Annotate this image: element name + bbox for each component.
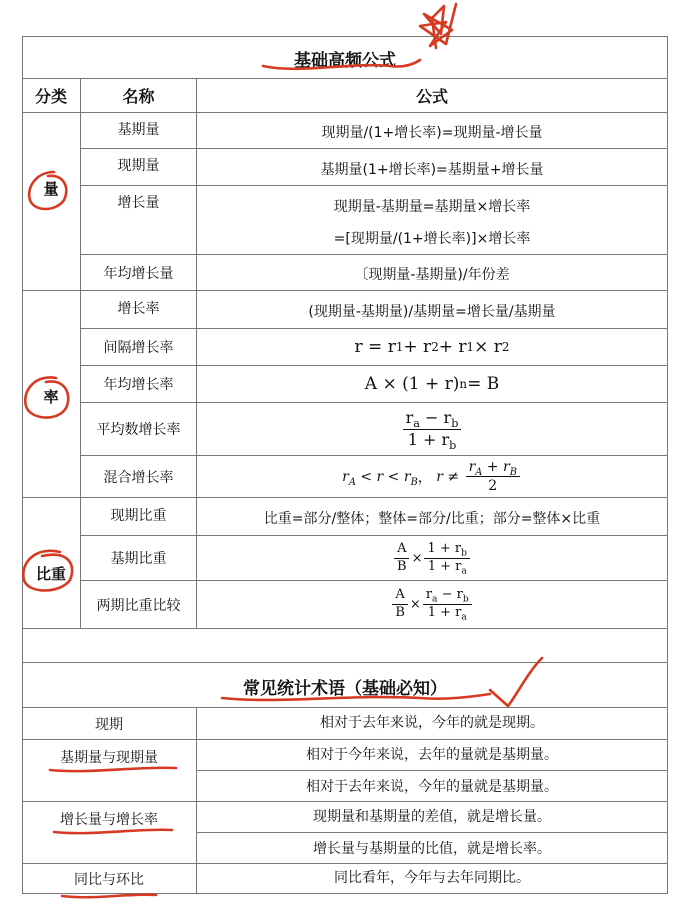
row-name: 年均增长量 xyxy=(103,265,174,282)
formula-proportion-comparison: $\frac{A}{B}$ × $\frac{r_a - r_b}{1 + r_a}$ xyxy=(197,581,667,628)
row-formula: (现期量-基期量)/基期量=增长量/基期量 xyxy=(308,304,556,320)
row-formula: 基期量(1+增长率)=基期量+增长量 xyxy=(320,162,544,178)
term-label: 现期 xyxy=(95,716,123,733)
formula-base-proportion: $\frac{A}{B}$ × $\frac{1 + r_b}{1 + r_a}$ xyxy=(197,536,667,580)
table-border xyxy=(667,36,668,629)
table-border xyxy=(22,662,668,663)
row-name: 基期比重 xyxy=(110,551,167,567)
term-label: 同比与环比 xyxy=(74,871,144,888)
row-formula-continued: =[现期量/(1+增长率)]×增长率 xyxy=(333,231,531,247)
term-definition: 相对于去年来说，今年的就是现期。 xyxy=(320,714,544,731)
category-rate: 率 xyxy=(43,387,59,406)
row-name: 现期比重 xyxy=(110,508,167,524)
table-border xyxy=(22,36,23,629)
row-formula: 现期量/(1+增长率)=现期量-增长量 xyxy=(321,125,543,141)
term-definition: 同比看年，今年与去年同期比。 xyxy=(334,869,530,886)
term-definition: 增长量与基期量的比值，就是增长率。 xyxy=(313,840,551,857)
row-name: 间隔增长率 xyxy=(103,340,174,356)
terms-table-title: 常见统计术语（基础必知） xyxy=(243,678,447,699)
term-definition: 相对于去年来说，今年的量就是基期量。 xyxy=(306,778,558,795)
formula-annual-growth: A × (1 + r) n = B xyxy=(364,374,500,394)
row-formula: 比重=部分/整体；整体=部分/比重；部分=整体×比重 xyxy=(263,511,601,527)
term-label: 基期量与现期量 xyxy=(60,750,158,766)
category-quantity: 量 xyxy=(43,179,59,198)
formula-average-growth: $\frac{r_a - r_b}{1 + r_b}$ xyxy=(197,403,667,455)
header-formula: 公式 xyxy=(415,87,448,106)
category-proportion: 比重 xyxy=(35,564,66,583)
term-underline-mark xyxy=(62,895,156,898)
row-name: 混合增长率 xyxy=(103,469,174,486)
header-category: 分类 xyxy=(34,87,67,106)
term-definition: 相对于今年来说，去年的量就是基期量。 xyxy=(306,746,558,763)
formula-interval-growth: r = r 1 + r 2 + r 1 × r 2 xyxy=(354,337,510,357)
row-name: 增长量 xyxy=(117,195,160,211)
table-border xyxy=(22,628,668,629)
row-name: 基期量 xyxy=(117,122,160,138)
row-formula: 现期量-基期量=基期量×增长率 xyxy=(333,199,531,215)
header-name: 名称 xyxy=(122,87,155,106)
row-formula: 〔现期量-基期量)/年份差 xyxy=(354,267,510,283)
formula-mixed-growth: $r_A$ < r < $r_B$ ， r ≠ $\frac{r_A + r_B}{2}$ xyxy=(197,456,667,497)
formula-table-title: 基础高频公式 xyxy=(294,50,396,71)
term-definition: 现期量和基期量的差值，就是增长量。 xyxy=(313,808,551,825)
row-name: 两期比重比较 xyxy=(96,597,181,614)
row-name: 增长率 xyxy=(117,301,160,317)
row-name: 现期量 xyxy=(117,158,160,174)
term-label: 增长量与增长率 xyxy=(60,812,158,828)
table-border xyxy=(22,36,668,37)
row-name: 平均数增长率 xyxy=(96,422,181,438)
row-name: 年均增长率 xyxy=(103,377,174,393)
table-border xyxy=(22,893,668,894)
